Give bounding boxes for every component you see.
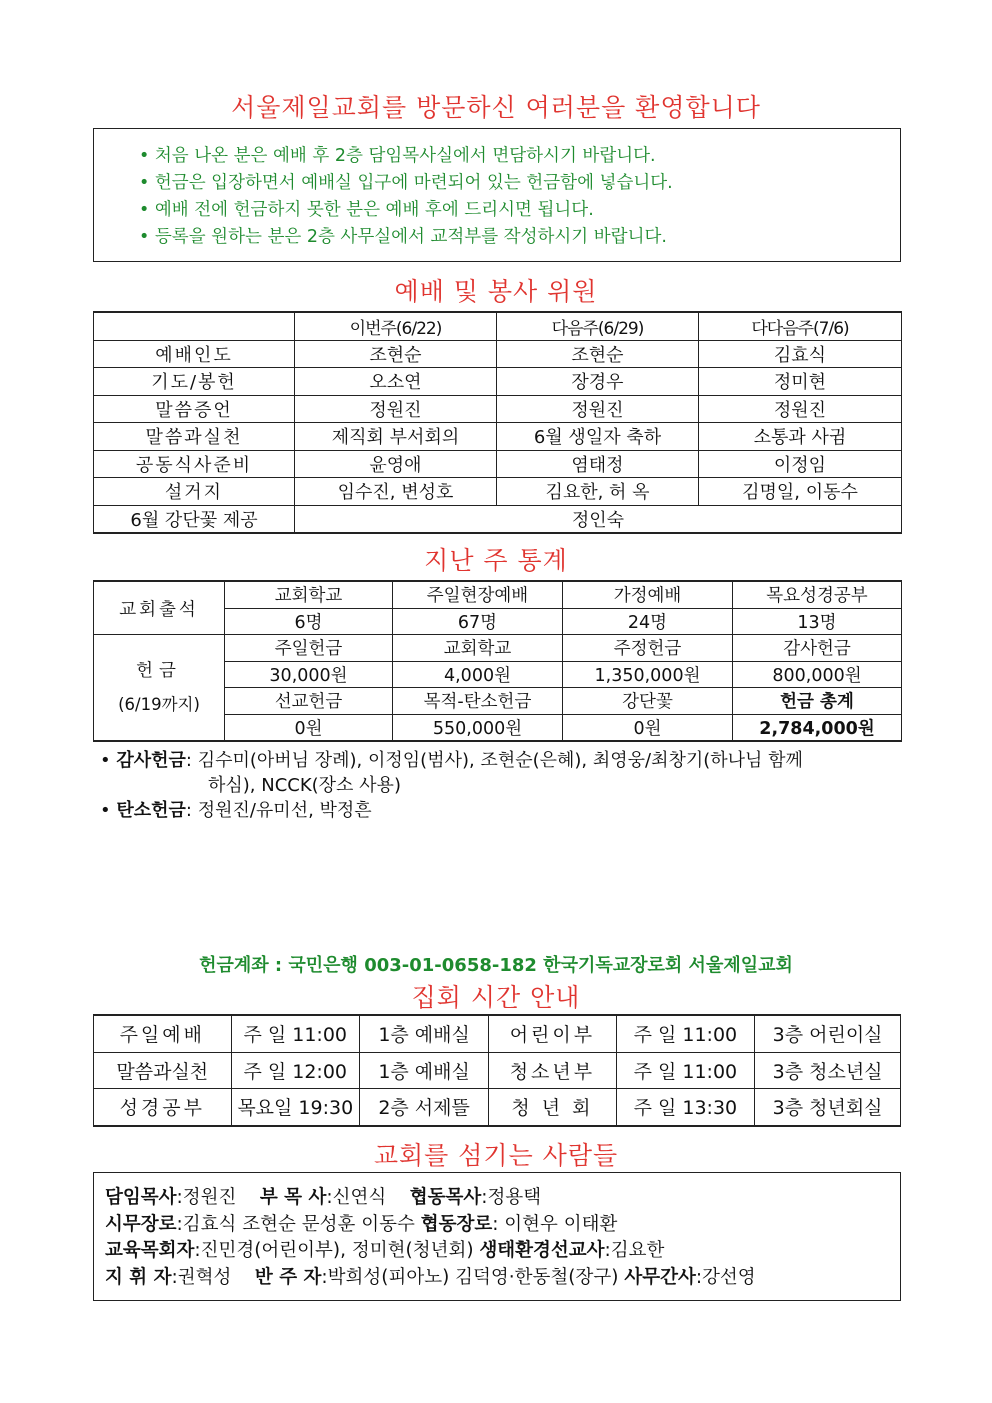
staff-role: 협동목사 <box>409 1187 482 1208</box>
table-row <box>94 423 902 451</box>
table-cell: 24명 <box>563 608 733 635</box>
table-row <box>94 581 902 608</box>
table-header: 주일헌금 <box>225 635 393 662</box>
total-value: 2,784,000원 <box>733 714 902 741</box>
table-cell: 김명일, 이동수 <box>699 478 902 506</box>
meeting-name: 주일예배 <box>94 1015 232 1052</box>
role-cell: 설거지 <box>94 478 295 506</box>
table-cell: 67명 <box>393 608 563 635</box>
table-cell: 0원 <box>225 714 393 741</box>
table-cell: 조현순 <box>295 340 497 368</box>
table-cell: 임수진, 변성호 <box>295 478 497 506</box>
meeting-name: 청 년 회 <box>489 1089 616 1126</box>
staff-names: :박희성(피아노) 김덕영·한동철(장구) <box>321 1266 625 1288</box>
staff-line <box>105 1212 900 1239</box>
offering-notes <box>100 748 910 823</box>
staff-names: :정원진 <box>176 1187 254 1208</box>
table-cell: 800,000원 <box>733 661 902 688</box>
staff-role: 담임목사 <box>105 1187 177 1208</box>
total-header: 헌금 총계 <box>733 688 902 715</box>
meeting-place: 3층 어린이실 <box>755 1015 901 1052</box>
welcome-line: • 등록을 원하는 분은 2층 사무실에서 교적부를 작성하시기 바랍니다. <box>139 227 667 247</box>
role-cell: 말씀증언 <box>94 395 295 423</box>
table-header: 다다음주(7/6) <box>699 312 902 340</box>
table-row <box>94 635 902 662</box>
meeting-time: 주 일 11:00 <box>616 1015 755 1052</box>
table-header: 다음주(6/29) <box>497 312 699 340</box>
welcome-line: • 헌금은 입장하면서 예배실 입구에 마련되어 있는 헌금함에 넣습니다. <box>139 173 673 193</box>
table-header: 교회학교 <box>225 581 393 608</box>
table-row <box>94 1015 901 1052</box>
role-cell: 공동식사준비 <box>94 450 295 478</box>
staff-role: 지 휘 자 <box>105 1266 172 1288</box>
staff-line <box>105 1265 900 1292</box>
staff-title: 교회를 섬기는 사람들 <box>373 1141 619 1170</box>
meetings-title: 집회 시간 안내 <box>411 983 581 1012</box>
stats-table <box>93 580 902 742</box>
table-cell: 30,000원 <box>225 661 393 688</box>
table-row <box>94 368 902 396</box>
table-row <box>94 312 902 340</box>
table-header: 감사헌금 <box>733 635 902 662</box>
welcome-box <box>93 128 901 262</box>
table-cell: 염태정 <box>497 450 699 478</box>
meeting-place: 1층 예배실 <box>359 1015 488 1052</box>
service-title: 예배 및 봉사 위원 <box>394 277 598 306</box>
table-row <box>94 478 902 506</box>
meeting-time: 주 일 12:00 <box>231 1052 359 1089</box>
meetings-table <box>93 1014 901 1127</box>
table-row <box>94 340 902 368</box>
meeting-time: 주 일 11:00 <box>616 1052 755 1089</box>
thanks-text: : 김수미(아버님 장례), 이정임(범사), 조현순(은혜), 최영웅/최창기(하나님 함께 <box>185 750 803 771</box>
table-row <box>94 1052 901 1089</box>
table-row <box>94 505 902 533</box>
table-header: 목적-탄소헌금 <box>393 688 563 715</box>
meeting-place: 3층 청소년실 <box>755 1052 901 1089</box>
offering-label: 헌금 <box>136 660 182 681</box>
staff-names: :정용택 <box>481 1187 542 1208</box>
welcome-line: • 예배 전에 헌금하지 못한 분은 예배 후에 드리시면 됩니다. <box>139 200 594 220</box>
meeting-place: 3층 청년회실 <box>755 1089 901 1126</box>
meeting-place: 2층 서제뜰 <box>359 1089 488 1126</box>
table-cell: 13명 <box>733 608 902 635</box>
table-header: 가정예배 <box>563 581 733 608</box>
staff-names: :권혁성 <box>171 1266 249 1288</box>
table-cell: 정미현 <box>699 368 902 396</box>
staff-role: 교육목회자 <box>105 1240 195 1261</box>
table-header: 강단꽃 <box>563 688 733 715</box>
table-cell: 정원진 <box>699 395 902 423</box>
meeting-name: 청소년부 <box>489 1052 616 1089</box>
table-cell: 6명 <box>225 608 393 635</box>
thanks-label: 감사헌금 <box>116 750 186 771</box>
table-row <box>94 1089 901 1126</box>
welcome-title: 서울제일교회를 방문하신 여러분을 환영합니다 <box>231 93 761 122</box>
table-cell: 오소연 <box>295 368 497 396</box>
table-cell: 조현순 <box>497 340 699 368</box>
table-cell: 0원 <box>563 714 733 741</box>
staff-names: : 이현우 이태환 <box>492 1213 618 1235</box>
table-cell: 550,000원 <box>393 714 563 741</box>
table-header: 선교헌금 <box>225 688 393 715</box>
table-header: 이번주(6/22) <box>295 312 497 340</box>
meeting-place: 1층 예배실 <box>359 1052 488 1089</box>
role-cell: 말씀과실천 <box>94 423 295 451</box>
staff-role: 사무간사 <box>624 1266 696 1288</box>
staff-names: :김효식 조현순 문성훈 이동수 <box>176 1213 421 1235</box>
table-header <box>94 312 295 340</box>
staff-role: 시무장로 <box>105 1213 177 1235</box>
table-header: 주일현장예배 <box>393 581 563 608</box>
thanks-note: • 감사헌금: 김수미(아버님 장례), 이정임(범사), 조현순(은혜), 최영웅/최창기(하나님 함께 <box>100 750 803 771</box>
table-cell: 제직회 부서회의 <box>295 423 497 451</box>
table-cell: 윤영애 <box>295 450 497 478</box>
offering-sub: (6/19까지) <box>118 694 200 714</box>
role-cell: 6월 강단꽃 제공 <box>94 505 295 533</box>
table-cell: 김효식 <box>699 340 902 368</box>
staff-role: 생태환경선교사 <box>479 1240 605 1261</box>
staff-role: 부 목 사 <box>259 1187 327 1208</box>
table-row <box>94 395 902 423</box>
role-cell: 기도/봉헌 <box>94 368 295 396</box>
meeting-name: 성경공부 <box>94 1089 232 1126</box>
carbon-note: • 탄소헌금: 정원진/유미선, 박정흔 <box>100 800 372 821</box>
table-cell: 정인숙 <box>295 505 902 533</box>
table-header: 교회학교 <box>393 635 563 662</box>
table-cell: 정원진 <box>497 395 699 423</box>
staff-names: :진민경(어린이부), 정미현(청년회) <box>194 1240 480 1261</box>
table-cell: 장경우 <box>497 368 699 396</box>
table-cell: 김요한, 허 옥 <box>497 478 699 506</box>
offering-label-cell <box>94 635 225 742</box>
meeting-time: 주 일 13:30 <box>616 1089 755 1126</box>
offering-account: 헌금계좌 : 국민은행 003-01-0658-182 한국기독교장로회 서울제일교회 <box>199 955 793 976</box>
staff-line <box>105 1185 900 1212</box>
table-header: 주정헌금 <box>563 635 733 662</box>
staff-line <box>105 1238 900 1265</box>
table-row <box>94 450 902 478</box>
table-header: 목요성경공부 <box>733 581 902 608</box>
carbon-label: 탄소헌금 <box>116 800 186 821</box>
table-cell: 6월 생일자 축하 <box>497 423 699 451</box>
service-table <box>93 311 902 534</box>
attendance-label: 교회출석 <box>94 581 225 635</box>
staff-names: :강선영 <box>695 1266 756 1288</box>
staff-box <box>93 1172 901 1301</box>
table-cell: 1,350,000원 <box>563 661 733 688</box>
role-cell: 예배인도 <box>94 340 295 368</box>
carbon-text: : 정원진/유미선, 박정흔 <box>185 800 372 821</box>
staff-role: 협동장로 <box>420 1213 493 1235</box>
meeting-time: 목요일 19:30 <box>231 1089 359 1126</box>
table-cell: 소통과 사귐 <box>699 423 902 451</box>
meeting-name: 어린이부 <box>489 1015 616 1052</box>
staff-names: :김요한 <box>604 1240 665 1261</box>
meeting-time: 주 일 11:00 <box>231 1015 359 1052</box>
thanks-note-cont: 하심), NCCK(장소 사용) <box>208 775 401 796</box>
table-cell: 정원진 <box>295 395 497 423</box>
table-cell: 이정임 <box>699 450 902 478</box>
staff-names: :신연식 <box>326 1187 404 1208</box>
stats-title: 지난 주 통계 <box>424 546 568 575</box>
staff-role: 반 주 자 <box>254 1266 322 1288</box>
welcome-line: • 처음 나온 분은 예배 후 2층 담임목사실에서 면담하시기 바랍니다. <box>139 146 656 166</box>
meeting-name: 말씀과실천 <box>94 1052 232 1089</box>
table-cell: 4,000원 <box>393 661 563 688</box>
